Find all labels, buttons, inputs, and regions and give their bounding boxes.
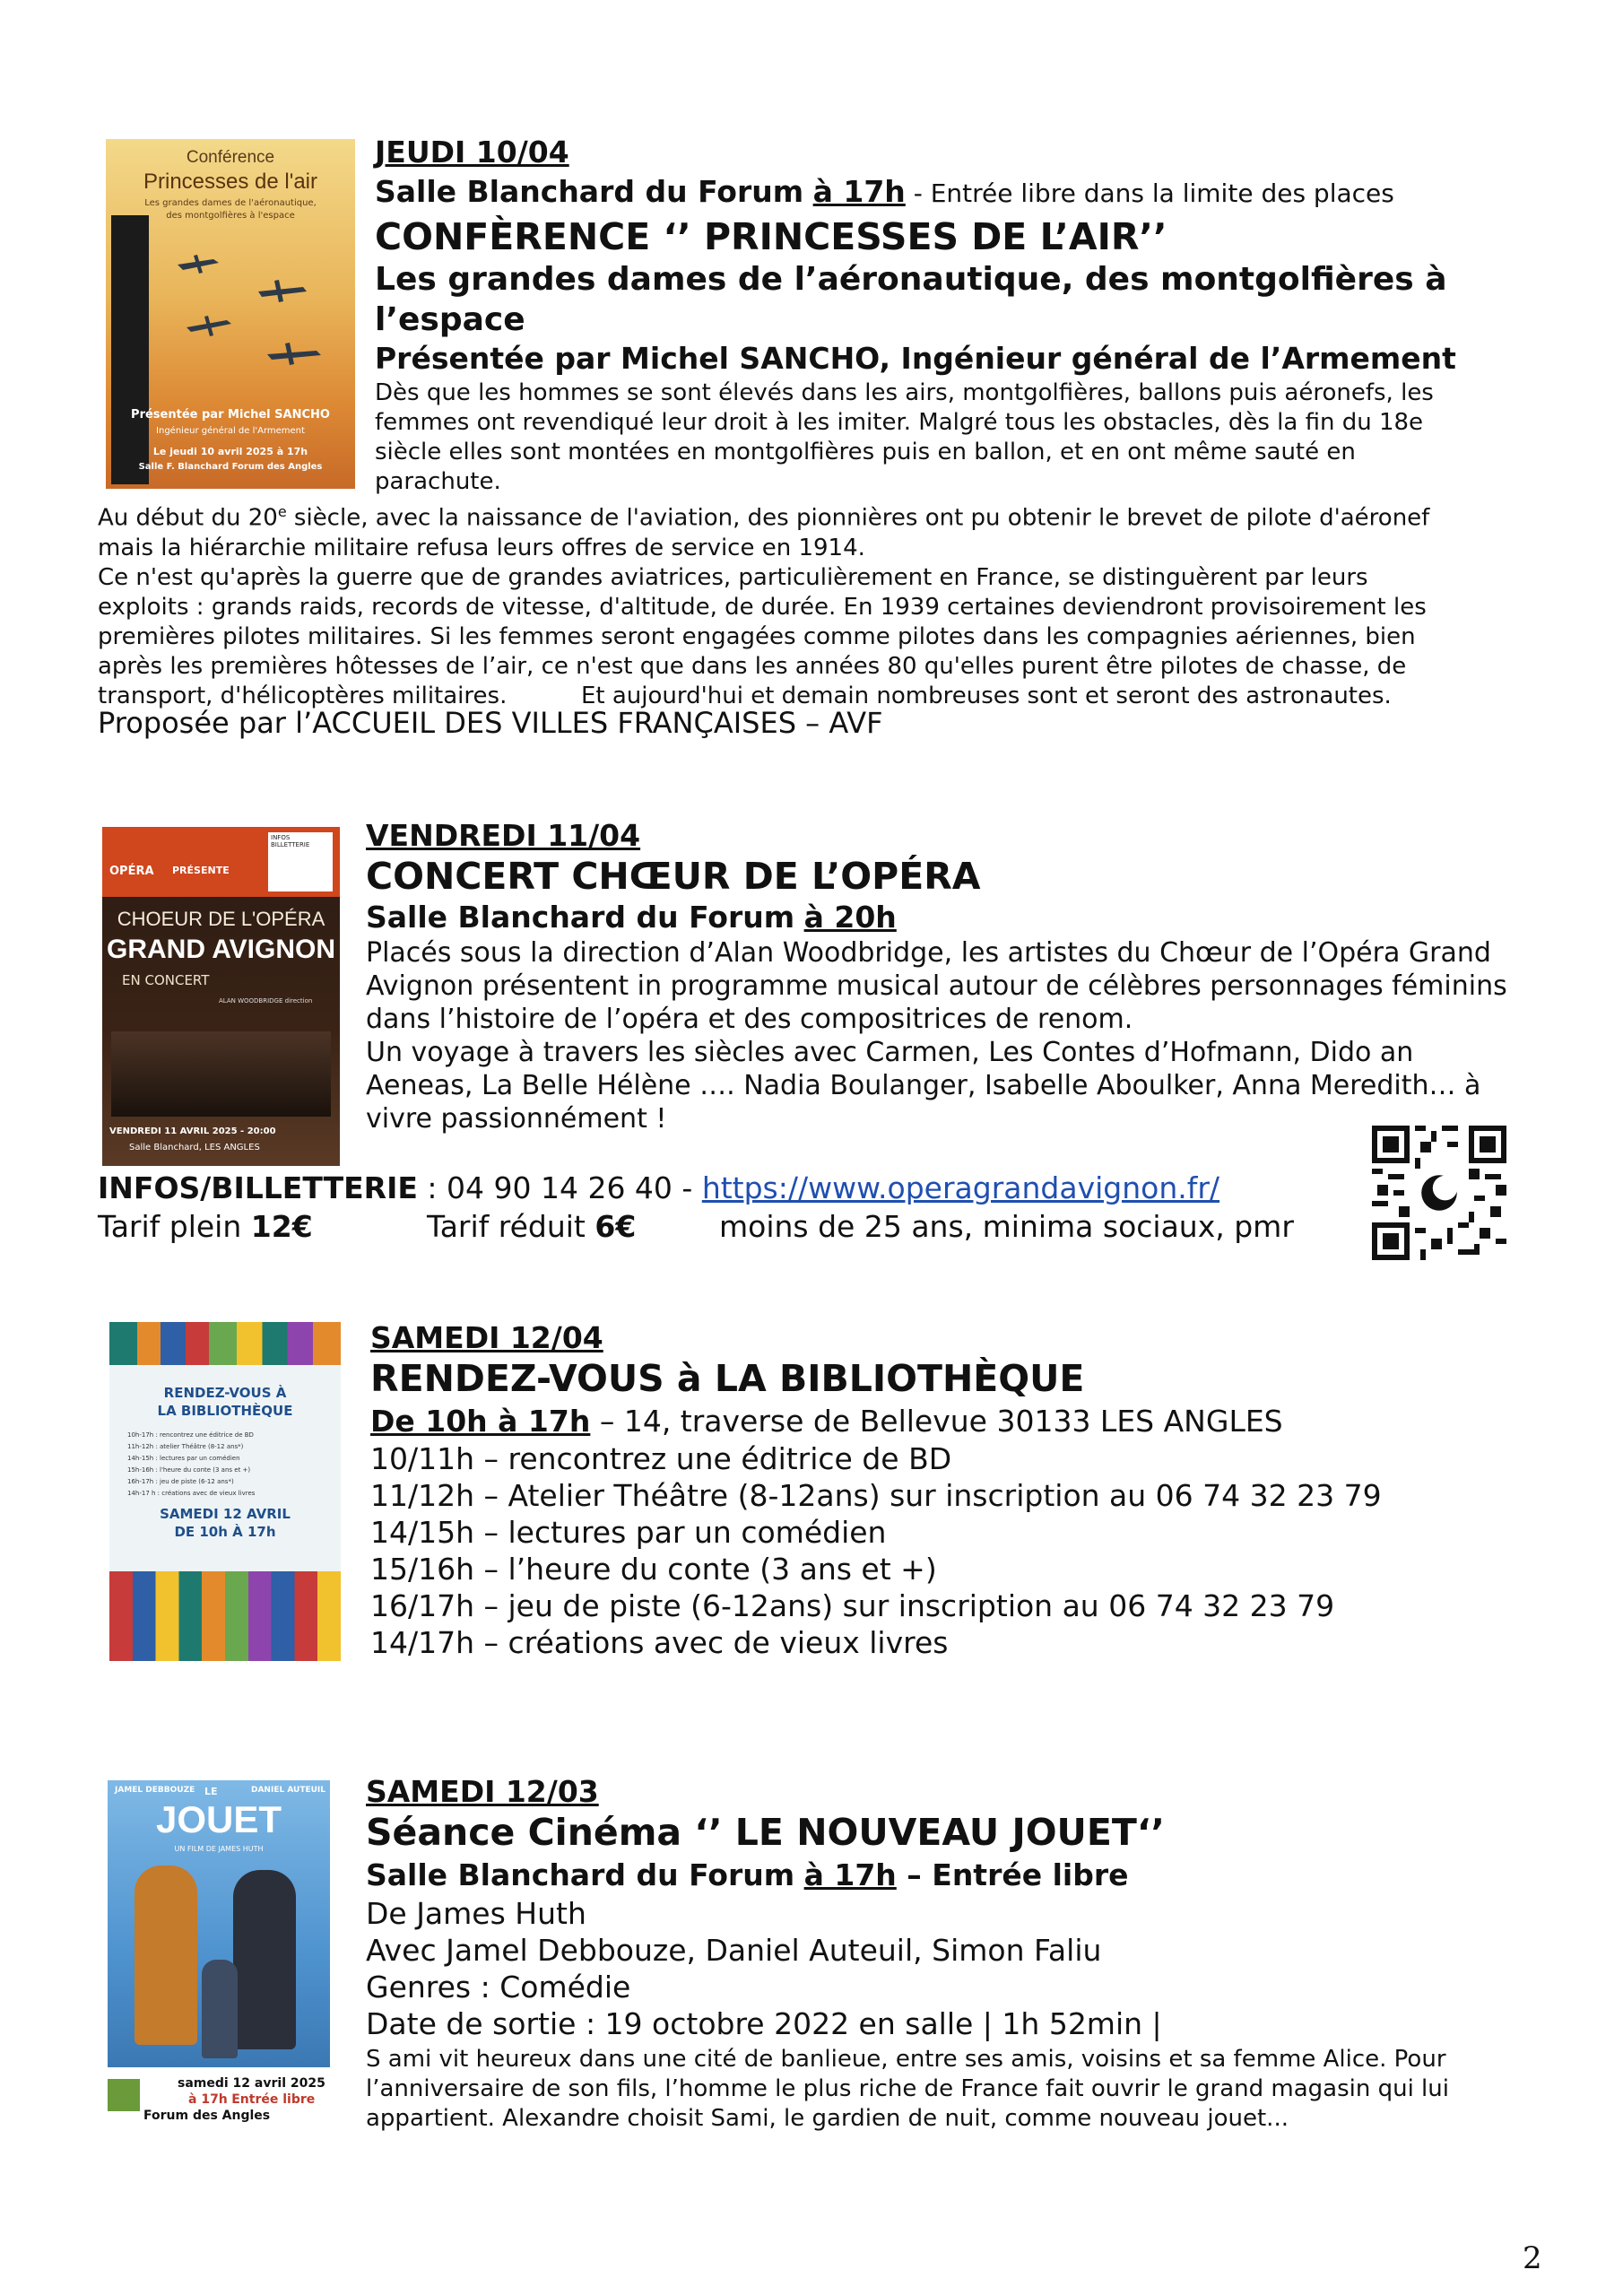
text-line: dans l’histoire de l’opéra et des compositrices de renom. xyxy=(366,1004,1133,1035)
text-line: siècle elles sont montées en montgolfières puis en ballon, et en ont même sauté en xyxy=(375,439,1356,465)
event-synopsis xyxy=(366,2045,1449,2134)
poster-princesses-de-l-air xyxy=(106,139,355,489)
poster-line: Le jeudi 10 avril 2025 à 17h xyxy=(152,446,308,457)
qr-code-icon[interactable] xyxy=(1372,1126,1506,1260)
opera-website-link[interactable]: https://www.operagrandavignon.fr/ xyxy=(701,1170,1220,1205)
text-line: parachute. xyxy=(375,468,501,495)
text-line: mais la hiérarchie militaire refusa leurs offres de service en 1914. xyxy=(98,534,865,561)
proposed-by: Proposée par l’ACCUEIL DES VILLES FRANÇAISES – AVF xyxy=(98,706,883,740)
text-line: exploits : grands raids, records de vitesse, d'altitude, de durée. En 1939 certaines deviendront provisoirement les xyxy=(98,593,1427,621)
tarif-reduit-value: 6€ xyxy=(595,1209,637,1244)
poster-title: Princesses de l'air xyxy=(143,170,317,194)
event-hours-line xyxy=(370,1404,1283,1439)
event-program xyxy=(370,1440,1382,1661)
event-title: Séance Cinéma ‘’ LE NOUVEAU JOUET‘’ xyxy=(366,1811,1165,1854)
poster-line: des montgolfières à l'espace xyxy=(166,211,295,221)
event-venue-line xyxy=(366,900,897,935)
poster-le: LE xyxy=(204,1786,218,1797)
poster-venue: Salle Blanchard, LES ANGLES xyxy=(129,1143,260,1152)
event-venue-line xyxy=(375,174,1394,212)
event-title: CONCERT CHŒUR DE L’OPÉRA xyxy=(366,855,981,898)
poster-bibliotheque xyxy=(109,1322,341,1661)
program-item: 15/16h – l’heure du conte (3 ans et +) xyxy=(370,1552,937,1587)
poster-program-line: 16h-17h : jeu de piste (6-12 ans*) xyxy=(127,1478,234,1485)
poster-entry: Entrée libre xyxy=(231,2092,316,2107)
event-title: RENDEZ-VOUS à LA BIBLIOTHÈQUE xyxy=(370,1357,1085,1400)
poster-date: samedi 12 avril 2025 xyxy=(178,2076,325,2091)
character-suit xyxy=(233,1870,296,2049)
poster-presente: PRÉSENTE xyxy=(172,865,230,876)
event-venue-line xyxy=(366,1857,1129,1893)
event-date: JEUDI 10/04 xyxy=(375,135,569,170)
poster-hours: DE 10h À 17h xyxy=(174,1524,276,1540)
poster-title: RENDEZ-VOUS À xyxy=(163,1385,287,1401)
tarif-reduit-label: Tarif réduit xyxy=(427,1209,595,1244)
program-item: 11/12h – Atelier Théâtre (8-12ans) sur inscription au 06 74 32 23 79 xyxy=(370,1478,1382,1513)
poster-line: Conférence xyxy=(186,148,275,167)
event-description xyxy=(366,936,1507,1135)
film-strip xyxy=(111,215,149,484)
detail-line: De James Huth xyxy=(366,1896,586,1931)
event-description-full xyxy=(98,497,1429,711)
event-presenter: Présentée par Michel SANCHO, Ingénieur général de l’Armement xyxy=(375,341,1456,376)
poster-date: SAMEDI 12 AVRIL xyxy=(160,1506,291,1522)
poster-program xyxy=(127,1430,255,1500)
poster-date: VENDREDI 11 AVRIL 2025 - 20:00 xyxy=(109,1126,276,1136)
poster-direction: ALAN WOODBRIDGE direction xyxy=(219,997,313,1004)
text-part: siècle, avec la naissance de l'aviation, des pionnières ont pu obtenir le brevet de pilote d'aéronef xyxy=(286,504,1430,532)
text-line: femmes ont revendiqué leur droit à les imiter. Malgré tous les obstacles, dès la fin du 18e xyxy=(375,409,1424,436)
page-number: 2 xyxy=(1523,2240,1542,2276)
text-line: transport, d'hélicoptères militaires. Et aujourd'hui et demain nombreuses sont et seront des astronautes. xyxy=(98,682,1392,709)
venue: Salle Blanchard du Forum xyxy=(366,900,795,935)
event-title: CONFÈRENCE ‘’ PRINCESSES DE L’AIR’’ xyxy=(375,215,1167,258)
event-date: VENDREDI 11/04 xyxy=(366,818,641,853)
poster-program-line: 14h-17 h : créations avec de vieux livres xyxy=(127,1490,256,1497)
venue: Salle Blanchard du Forum xyxy=(375,174,804,209)
poster-choeur-opera xyxy=(102,827,340,1166)
program-item: 10/11h – rencontrez une éditrice de BD xyxy=(370,1441,952,1476)
poster-title: LA BIBLIOTHÈQUE xyxy=(157,1403,293,1419)
hours: De 10h à 17h xyxy=(370,1404,591,1439)
tarif-plein-value: 12€ xyxy=(250,1209,313,1244)
synopsis-line: appartient. Alexandre choisit Sami, le gardien de nuit, comme nouveau jouet... xyxy=(366,2105,1289,2132)
detail-line: Avec Jamel Debbouze, Daniel Auteuil, Simon Faliu xyxy=(366,1933,1102,1968)
event-subtitle: l’espace xyxy=(375,301,525,338)
poster-title: JOUET xyxy=(155,1798,282,1840)
event-description-indented xyxy=(375,378,1434,497)
tarif-reduit xyxy=(427,1209,636,1245)
poster-title: GRAND AVIGNON xyxy=(107,935,335,964)
tarif-conditions: moins de 25 ans, minima sociaux, pmr xyxy=(719,1209,1294,1244)
books-top xyxy=(109,1322,341,1365)
poster-le-nouveau-jouet xyxy=(108,1780,330,2067)
time: à 20h xyxy=(803,900,897,935)
detail-line: Genres : Comédie xyxy=(366,1970,631,2005)
poster-time: à 17h xyxy=(188,2092,228,2107)
poster-cast: JAMEL DEBBOUZE xyxy=(115,1786,195,1795)
cinema-logo xyxy=(108,2079,140,2111)
poster-program-line: 10h-17h : rencontrez une éditrice de BD xyxy=(127,1431,254,1439)
text-part: Au début du 20 xyxy=(98,504,278,532)
poster-line: Salle F. Blanchard Forum des Angles xyxy=(138,462,323,472)
poster-cast: DANIEL AUTEUIL xyxy=(251,1786,326,1795)
poster-subtitle: EN CONCERT xyxy=(122,972,210,988)
poster-program-line: 15h-16h : l'heure du conte (3 ans et +) xyxy=(127,1466,251,1474)
text-line: Un voyage à travers les siècles avec Carmen, Les Contes d’Hofmann, Dido an xyxy=(366,1037,1414,1068)
program-item: 14/15h – lectures par un comédien xyxy=(370,1515,887,1550)
event-subtitle: Les grandes dames de l’aéronautique, des montgolfières à xyxy=(375,261,1447,298)
tarifs-line xyxy=(98,1209,313,1245)
event-date: SAMEDI 12/04 xyxy=(370,1320,603,1355)
tarif-plein-label: Tarif plein xyxy=(98,1209,251,1244)
poster-line: Les grandes dames de l'aéronautique, xyxy=(144,198,317,208)
poster-venue: Forum des Angles xyxy=(143,2109,271,2123)
poster-caption xyxy=(143,2075,325,2124)
text-line xyxy=(98,497,1429,534)
text-line: Dès que les hommes se sont élevés dans les airs, montgolfières, ballons puis aéronefs, les xyxy=(375,379,1434,406)
text-line: après les premières hôtesses de l’air, ce n'est que dans les années 80 qu'elles purent être pilotes de chasse, de xyxy=(98,652,1407,680)
poster-infos: INFOS BILLETTERIE xyxy=(271,834,310,848)
venue: Salle Blanchard du Forum xyxy=(366,1857,795,1892)
poster-title: CHOEUR DE L'OPÉRA xyxy=(117,908,325,930)
synopsis-line: S ami vit heureux dans une cité de banlieue, entre ses amis, voisins et sa femme Alice. Pour xyxy=(366,2046,1446,2073)
text-line: Ce n'est qu'après la guerre que de grandes aviatrices, particulièrement en France, se distinguèrent par leurs xyxy=(98,563,1368,591)
time: à 17h xyxy=(812,174,906,209)
poster-program-line: 14h-15h : lectures par un comédien xyxy=(127,1455,240,1462)
choir-photo xyxy=(111,1031,331,1117)
text-line: Avignon présentent in programme musical autour de célèbres personnages féminins xyxy=(366,970,1507,1002)
time: à 17h xyxy=(803,1857,897,1892)
poster-opera-label: OPÉRA xyxy=(109,865,154,878)
poster-time-entry xyxy=(143,2092,325,2108)
synopsis-line: l’anniversaire de son fils, l’homme le plus riche de France fait ouvrir le grand magasin qui lui xyxy=(366,2075,1449,2102)
address: – 14, traverse de Bellevue 30133 LES ANGLES xyxy=(590,1404,1283,1439)
text-line: premières pilotes militaires. Si les femmes seront engagées comme pilotes dans les compagnies aériennes, bien xyxy=(98,622,1416,650)
poster-line: Ingénieur général de l'Armement xyxy=(156,426,305,436)
poster-line: Présentée par Michel SANCHO xyxy=(131,408,330,422)
character-child xyxy=(202,1960,238,2058)
books-bottom xyxy=(109,1571,341,1661)
text-line: vivre passionnément ! xyxy=(366,1103,667,1135)
infos-label: INFOS/BILLETTERIE xyxy=(98,1170,418,1205)
planes-illustration xyxy=(160,238,348,390)
character-man xyxy=(135,1866,197,2045)
text-line: Aeneas, La Belle Hélène …. Nadia Boulanger, Isabelle Aboulker, Anna Meredith… à xyxy=(366,1070,1481,1101)
superscript: e xyxy=(277,503,287,520)
event-details xyxy=(366,1895,1162,2042)
poster-director: UN FILM DE JAMES HUTH xyxy=(174,1845,264,1853)
poster-program-line: 11h-12h : atelier Théâtre (8-12 ans*) xyxy=(127,1443,244,1450)
infos-phone: : 04 90 14 26 40 - xyxy=(417,1170,702,1205)
infos-billetterie xyxy=(98,1170,1219,1206)
entry: – Entrée libre xyxy=(896,1857,1129,1892)
detail-line: Date de sortie : 19 octobre 2022 en salle | 1h 52min | xyxy=(366,2006,1162,2041)
access-note: - Entrée libre dans la limite des places xyxy=(905,178,1394,208)
program-item: 14/17h – créations avec de vieux livres xyxy=(370,1625,949,1660)
event-date: SAMEDI 12/03 xyxy=(366,1774,599,1809)
program-item: 16/17h – jeu de piste (6-12ans) sur inscription au 06 74 32 23 79 xyxy=(370,1588,1335,1623)
text-line: Placés sous la direction d’Alan Woodbridge, les artistes du Chœur de l’Opéra Grand xyxy=(366,937,1491,969)
